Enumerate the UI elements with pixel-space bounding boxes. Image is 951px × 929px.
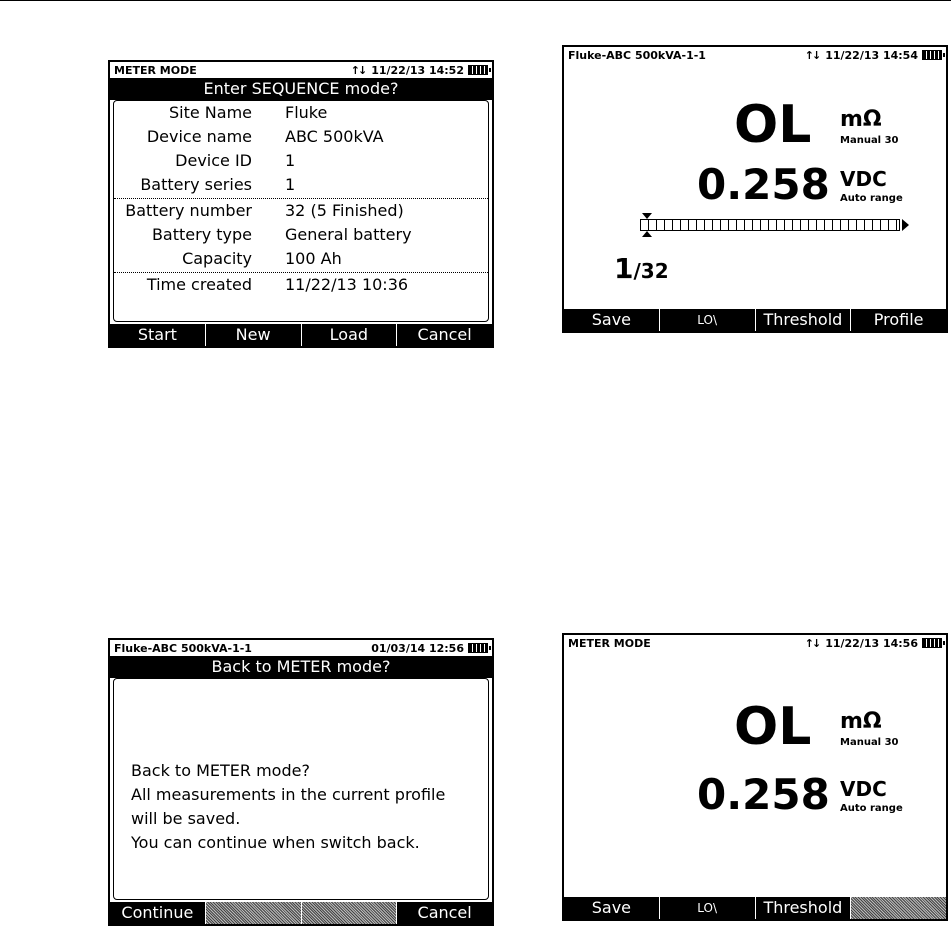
message-line: will be saved. xyxy=(131,809,241,828)
up-down-arrows-icon: ↑↓ xyxy=(804,636,820,650)
page-top-rule xyxy=(0,0,951,1)
dialog-message xyxy=(131,759,445,855)
continue-softkey[interactable]: Continue xyxy=(121,903,194,922)
profile-name: Fluke-ABC 500kVA-1-1 xyxy=(114,641,252,655)
analog-bargraph xyxy=(640,219,900,231)
threshold-softkey[interactable]: Threshold xyxy=(755,309,851,331)
status-bar xyxy=(564,47,946,63)
lo-softkey[interactable]: LO\ xyxy=(659,309,755,331)
load-softkey[interactable]: Load xyxy=(301,324,397,346)
row-label: Battery number xyxy=(125,201,252,220)
info-row xyxy=(114,199,488,223)
secondary-range: Auto range xyxy=(840,803,903,814)
counter-total: /32 xyxy=(633,259,669,283)
row-label: Site Name xyxy=(168,103,252,122)
empty-softkey xyxy=(301,902,397,924)
bargraph-arrow-icon xyxy=(902,219,909,231)
softkey-bar xyxy=(564,309,946,331)
sequence-info-panel xyxy=(113,100,489,322)
cancel-softkey[interactable]: Cancel xyxy=(396,324,492,346)
primary-unit: mΩ xyxy=(840,107,882,132)
status-datetime: 11/22/13 14:56 xyxy=(825,636,918,650)
battery-icon xyxy=(922,50,942,60)
info-row xyxy=(114,247,488,271)
bargraph-marker-bottom xyxy=(642,231,652,237)
status-datetime: 11/22/13 14:54 xyxy=(825,48,918,62)
status-bar xyxy=(564,635,946,651)
status-datetime: 01/03/14 12:56 xyxy=(371,641,464,655)
message-line: You can continue when switch back. xyxy=(131,833,420,852)
softkey-bar xyxy=(110,902,492,924)
info-row xyxy=(114,273,488,297)
primary-range: Manual 30 xyxy=(840,737,899,748)
status-bar xyxy=(110,640,492,656)
info-row xyxy=(114,223,488,247)
primary-reading: OL xyxy=(734,95,812,155)
battery-icon xyxy=(468,65,488,75)
row-label: Device ID xyxy=(175,151,252,170)
row-value: 11/22/13 10:36 xyxy=(285,275,409,294)
secondary-range: Auto range xyxy=(840,193,903,204)
primary-unit: mΩ xyxy=(840,709,882,734)
dialog-title: Enter SEQUENCE mode? xyxy=(110,78,492,100)
status-mode-label: METER MODE xyxy=(114,63,197,77)
status-datetime: 11/22/13 14:52 xyxy=(371,63,464,77)
up-down-arrows-icon: ↑↓ xyxy=(804,48,820,62)
primary-reading: OL xyxy=(734,697,812,757)
row-value: Fluke xyxy=(285,103,328,122)
message-panel xyxy=(113,678,489,900)
lo-softkey[interactable]: LO\ xyxy=(659,897,755,919)
row-value: 1 xyxy=(285,151,296,170)
info-row xyxy=(114,101,488,125)
dialog-title: Back to METER mode? xyxy=(110,656,492,678)
threshold-softkey[interactable]: Threshold xyxy=(755,897,851,919)
info-row xyxy=(114,173,488,197)
empty-softkey xyxy=(850,897,946,919)
secondary-unit: VDC xyxy=(840,777,887,801)
row-label: Battery type xyxy=(151,225,252,244)
row-value: ABC 500kVA xyxy=(285,127,384,146)
info-row xyxy=(114,149,488,173)
save-softkey[interactable]: Save xyxy=(591,310,632,329)
cancel-softkey[interactable]: Cancel xyxy=(396,902,492,924)
row-value: 100 Ah xyxy=(285,249,342,268)
profile-name: Fluke-ABC 500kVA-1-1 xyxy=(568,48,706,62)
softkey-bar xyxy=(564,897,946,919)
screen-back-to-meter xyxy=(108,638,494,926)
row-label: Capacity xyxy=(182,249,252,268)
row-value: 32 (5 Finished) xyxy=(285,201,404,220)
new-softkey[interactable]: New xyxy=(205,324,301,346)
status-mode-label: METER MODE xyxy=(568,636,651,650)
primary-range: Manual 30 xyxy=(840,135,899,146)
battery-icon xyxy=(468,643,488,653)
row-value: 1 xyxy=(285,175,296,194)
counter-current: 1 xyxy=(614,252,634,285)
start-softkey[interactable]: Start xyxy=(137,325,177,344)
message-line: All measurements in the current profile xyxy=(131,785,446,804)
info-row xyxy=(114,125,488,149)
battery-counter xyxy=(614,252,669,285)
screen-meter-mode xyxy=(562,633,948,921)
row-label: Battery series xyxy=(140,175,252,194)
secondary-reading: 0.258 xyxy=(697,160,830,209)
row-label: Device name xyxy=(146,127,252,146)
row-label: Time created xyxy=(146,275,252,294)
battery-icon xyxy=(922,638,942,648)
save-softkey[interactable]: Save xyxy=(591,898,632,917)
screen-enter-sequence xyxy=(108,60,494,348)
screen-sequence-measure xyxy=(562,45,948,333)
up-down-arrows-icon: ↑↓ xyxy=(350,63,366,77)
row-value: General battery xyxy=(285,225,412,244)
softkey-bar xyxy=(110,324,492,346)
secondary-unit: VDC xyxy=(840,167,887,191)
message-line: Back to METER mode? xyxy=(131,761,310,780)
secondary-reading: 0.258 xyxy=(697,770,830,819)
profile-softkey[interactable]: Profile xyxy=(850,309,946,331)
empty-softkey xyxy=(205,902,301,924)
status-bar xyxy=(110,62,492,78)
